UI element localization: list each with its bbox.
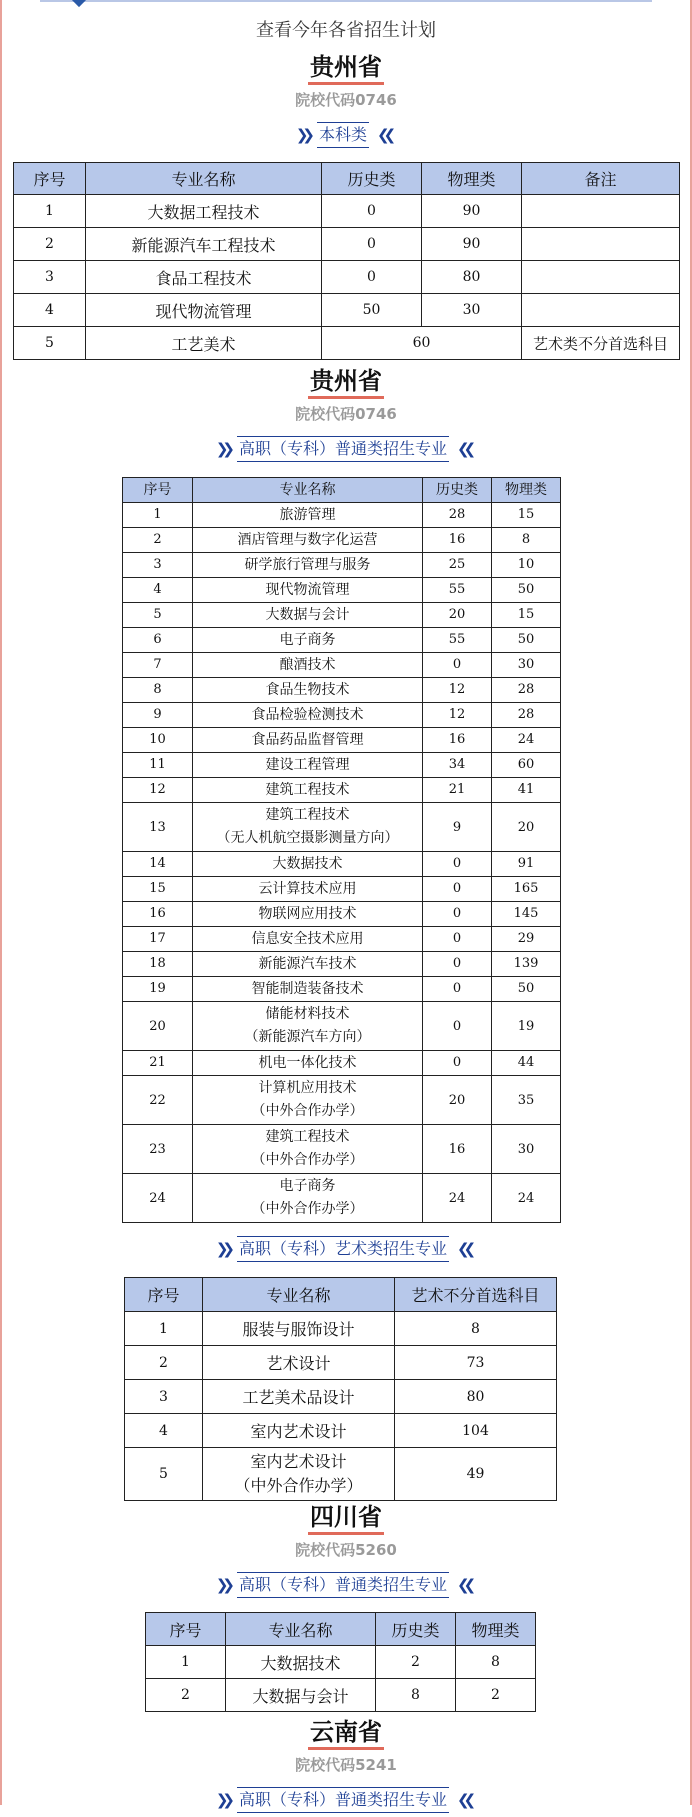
cell: 55 [423, 628, 492, 653]
category-heading [0, 122, 692, 152]
cell: 2 [14, 228, 86, 261]
cell: 60 [492, 753, 561, 778]
province-block-sichuan [0, 1502, 692, 1560]
cell: 90 [422, 228, 522, 261]
cell: 8 [376, 1679, 456, 1712]
cell-line: （中外合作办学） [251, 1201, 364, 1217]
table-row [123, 1051, 561, 1076]
cell: 物联网应用技术 [193, 902, 423, 927]
category-heading [0, 1236, 692, 1266]
header-cell: 专业名称 [193, 478, 423, 503]
cell: 91 [492, 852, 561, 877]
province-title: 贵州省 [308, 366, 384, 399]
cell: 4 [125, 1414, 203, 1448]
chevron-right-icon: ❯❯ [215, 440, 229, 458]
table-row [123, 927, 561, 952]
cell: 0 [423, 977, 492, 1002]
cell: 酿酒技术 [193, 653, 423, 678]
cell: 1 [14, 195, 86, 228]
cell-line: 室内艺术设计 [250, 1452, 347, 1471]
chevron-left-icon: ❮❮ [377, 126, 391, 144]
category-label: 高职（专科）艺术类招生专业 [237, 1236, 449, 1262]
cell: 8 [395, 1312, 557, 1346]
cell: 5 [14, 327, 86, 360]
header-cell: 物理类 [492, 478, 561, 503]
cell: 0 [423, 877, 492, 902]
cell: 41 [492, 778, 561, 803]
table-header-row [123, 478, 561, 503]
table-row [146, 1679, 536, 1712]
cell: 0 [322, 228, 422, 261]
cell: 50 [492, 977, 561, 1002]
province-block-guizhou-1 [0, 52, 692, 110]
cell: 20 [423, 603, 492, 628]
table-header-row [146, 1613, 536, 1646]
table-row [123, 553, 561, 578]
cell: 2 [146, 1679, 226, 1712]
cell: 旅游管理 [193, 503, 423, 528]
chevron-left-icon: ❮❮ [457, 1240, 471, 1258]
table-row [125, 1414, 557, 1448]
cell: 55 [423, 578, 492, 603]
table-row [123, 753, 561, 778]
header-cell: 序号 [14, 163, 86, 195]
vocational-general-table [122, 477, 561, 1223]
cell: 34 [423, 753, 492, 778]
cell: 工艺美术 [86, 327, 322, 360]
cell [193, 1125, 423, 1174]
cell: 30 [422, 294, 522, 327]
table-row [14, 327, 680, 360]
chevron-right-icon: ❯❯ [215, 1576, 229, 1594]
cell: 10 [492, 553, 561, 578]
cell: 12 [423, 678, 492, 703]
cell: 工艺美术品设计 [203, 1380, 395, 1414]
chevron-left-icon: ❮❮ [457, 1791, 471, 1809]
cell: 0 [423, 952, 492, 977]
province-block-guizhou-2 [0, 366, 692, 424]
cell: 28 [423, 503, 492, 528]
cell: 研学旅行管理与服务 [193, 553, 423, 578]
cell: 大数据技术 [226, 1646, 376, 1679]
cell: 3 [123, 553, 193, 578]
cell: 0 [423, 653, 492, 678]
cell: 21 [123, 1051, 193, 1076]
table-row [123, 503, 561, 528]
cell: 大数据技术 [193, 852, 423, 877]
province-title: 贵州省 [308, 52, 384, 85]
cell: 30 [492, 1125, 561, 1174]
cell: 80 [422, 261, 522, 294]
cell: 44 [492, 1051, 561, 1076]
cell: 20 [492, 803, 561, 852]
cell-line: 电子商务 [279, 1178, 336, 1194]
table-row [125, 1448, 557, 1501]
cell: 8 [123, 678, 193, 703]
cell: 30 [492, 653, 561, 678]
cell: 服装与服饰设计 [203, 1312, 395, 1346]
cell: 食品检验检测技术 [193, 703, 423, 728]
cell: 0 [423, 927, 492, 952]
cell: 1 [123, 503, 193, 528]
cell: 4 [123, 578, 193, 603]
cell-line: （中外合作办学） [251, 1103, 364, 1119]
cell: 20 [123, 1002, 193, 1051]
cell: 80 [395, 1380, 557, 1414]
cell-line: 计算机应用技术 [258, 1080, 357, 1096]
cell: 食品工程技术 [86, 261, 322, 294]
table-row [123, 1002, 561, 1051]
cell: 73 [395, 1346, 557, 1380]
cell: 145 [492, 902, 561, 927]
header-cell: 专业名称 [226, 1613, 376, 1646]
table-row [123, 1076, 561, 1125]
header-cell: 艺术不分首选科目 [395, 1278, 557, 1312]
header-cell: 序号 [123, 478, 193, 503]
school-code: 院校代码5241 [295, 1756, 397, 1774]
table-row [123, 578, 561, 603]
chevron-right-icon: ❯❯ [215, 1791, 229, 1809]
cell: 0 [322, 261, 422, 294]
table-row [14, 228, 680, 261]
cell: 60 [322, 327, 522, 360]
cell: 14 [123, 852, 193, 877]
cell: 5 [123, 603, 193, 628]
cell: 3 [125, 1380, 203, 1414]
cell: 104 [395, 1414, 557, 1448]
cell: 9 [423, 803, 492, 852]
cell: 1 [125, 1312, 203, 1346]
cell: 0 [423, 1002, 492, 1051]
cell: 现代物流管理 [193, 578, 423, 603]
chevron-right-icon: ❯❯ [215, 1240, 229, 1258]
cell: 50 [492, 628, 561, 653]
cell: 24 [123, 1174, 193, 1223]
cell: 28 [492, 678, 561, 703]
cell: 23 [123, 1125, 193, 1174]
header-cell: 历史类 [322, 163, 422, 195]
table-row [123, 852, 561, 877]
cell: 新能源汽车工程技术 [86, 228, 322, 261]
header-cell: 专业名称 [203, 1278, 395, 1312]
table-row [123, 653, 561, 678]
cell: 22 [123, 1076, 193, 1125]
header-cell: 备注 [522, 163, 680, 195]
cell: 现代物流管理 [86, 294, 322, 327]
cell: 16 [423, 528, 492, 553]
cell: 15 [123, 877, 193, 902]
cell: 90 [422, 195, 522, 228]
cell: 35 [492, 1076, 561, 1125]
table-row [123, 603, 561, 628]
cell: 8 [492, 528, 561, 553]
cell-line: （中外合作办学） [234, 1476, 363, 1495]
header-cell: 历史类 [423, 478, 492, 503]
cell: 21 [423, 778, 492, 803]
cell: 电子商务 [193, 628, 423, 653]
cell: 3 [14, 261, 86, 294]
cell: 室内艺术设计 [203, 1414, 395, 1448]
cell: 大数据工程技术 [86, 195, 322, 228]
category-label: 高职（专科）普通类招生专业 [237, 1572, 449, 1598]
cell: 19 [123, 977, 193, 1002]
cell: 信息安全技术应用 [193, 927, 423, 952]
table-row [123, 703, 561, 728]
vocational-art-table [124, 1277, 557, 1501]
cell: 165 [492, 877, 561, 902]
cell-line: （中外合作办学） [251, 1152, 364, 1168]
province-block-yunnan [0, 1717, 692, 1775]
cell: 5 [125, 1448, 203, 1501]
cell: 大数据与会计 [226, 1679, 376, 1712]
header-cell: 历史类 [376, 1613, 456, 1646]
cell: 24 [492, 728, 561, 753]
cell: 4 [14, 294, 86, 327]
cell: 7 [123, 653, 193, 678]
header-cell: 物理类 [422, 163, 522, 195]
cell: 20 [423, 1076, 492, 1125]
cell-line: 建筑工程技术 [265, 1129, 350, 1145]
cell: 2 [376, 1646, 456, 1679]
table-header-row [14, 163, 680, 195]
table-row [14, 294, 680, 327]
cell: 15 [492, 603, 561, 628]
cell: 2 [125, 1346, 203, 1380]
cell: 0 [322, 195, 422, 228]
cell: 16 [423, 1125, 492, 1174]
table-row [123, 678, 561, 703]
cell-line: 储能材料技术 [265, 1006, 350, 1022]
cell: 28 [492, 703, 561, 728]
cell: 16 [123, 902, 193, 927]
category-label: 高职（专科）普通类招生专业 [237, 1787, 449, 1813]
top-decoration [40, 0, 652, 2]
cell: 食品药品监督管理 [193, 728, 423, 753]
chevron-left-icon: ❮❮ [457, 440, 471, 458]
cell: 15 [492, 503, 561, 528]
category-label: 高职（专科）普通类招生专业 [237, 436, 449, 462]
cell-line: 建筑工程技术 [265, 807, 350, 823]
header-cell: 专业名称 [86, 163, 322, 195]
table-row [125, 1346, 557, 1380]
school-code: 院校代码5260 [295, 1541, 397, 1559]
cell [193, 1076, 423, 1125]
cell: 17 [123, 927, 193, 952]
table-row [14, 195, 680, 228]
table-row [146, 1646, 536, 1679]
table-row [123, 977, 561, 1002]
cell: 0 [423, 902, 492, 927]
cell: 16 [423, 728, 492, 753]
table-row [123, 1174, 561, 1223]
table-row [14, 261, 680, 294]
cell: 酒店管理与数字化运营 [193, 528, 423, 553]
table-row [123, 628, 561, 653]
cell: 0 [423, 1051, 492, 1076]
table-row [125, 1312, 557, 1346]
header-cell: 序号 [125, 1278, 203, 1312]
cell: 24 [492, 1174, 561, 1223]
cell [522, 228, 680, 261]
header-cell: 序号 [146, 1613, 226, 1646]
cell [522, 195, 680, 228]
province-title: 云南省 [308, 1717, 384, 1750]
table-row [123, 952, 561, 977]
table-row [125, 1380, 557, 1414]
chevron-right-icon: ❯❯ [295, 126, 309, 144]
cell [522, 261, 680, 294]
cell: 智能制造装备技术 [193, 977, 423, 1002]
cell: 建筑工程技术 [193, 778, 423, 803]
category-label: 本科类 [317, 122, 369, 148]
category-heading [0, 1787, 692, 1817]
table-row [123, 803, 561, 852]
cell: 25 [423, 553, 492, 578]
table-row [123, 728, 561, 753]
cell: 10 [123, 728, 193, 753]
cell: 2 [123, 528, 193, 553]
header-cell: 物理类 [456, 1613, 536, 1646]
undergrad-table [13, 162, 680, 360]
cell [193, 803, 423, 852]
cell: 139 [492, 952, 561, 977]
cell: 食品生物技术 [193, 678, 423, 703]
cell: 12 [123, 778, 193, 803]
cell [522, 294, 680, 327]
school-code: 院校代码0746 [295, 405, 397, 423]
cell: 29 [492, 927, 561, 952]
category-heading [0, 436, 692, 466]
school-code: 院校代码0746 [295, 91, 397, 109]
table-row [123, 528, 561, 553]
cell: 建设工程管理 [193, 753, 423, 778]
cell: 1 [146, 1646, 226, 1679]
cell: 艺术设计 [203, 1346, 395, 1380]
cell [193, 1002, 423, 1051]
table-row [123, 902, 561, 927]
cell: 艺术类不分首选科目 [522, 327, 680, 360]
cell: 新能源汽车技术 [193, 952, 423, 977]
cell: 大数据与会计 [193, 603, 423, 628]
cell: 50 [492, 578, 561, 603]
table-row [123, 1125, 561, 1174]
cell-line: （无人机航空摄影测量方向） [216, 830, 399, 846]
cell-line: （新能源汽车方向） [244, 1029, 371, 1045]
cell: 6 [123, 628, 193, 653]
cell: 11 [123, 753, 193, 778]
cell: 24 [423, 1174, 492, 1223]
cell: 9 [123, 703, 193, 728]
page-subtitle: 查看今年各省招生计划 [256, 20, 436, 41]
cell: 50 [322, 294, 422, 327]
cell: 云计算技术应用 [193, 877, 423, 902]
cell [193, 1174, 423, 1223]
cell: 18 [123, 952, 193, 977]
province-title: 四川省 [308, 1502, 384, 1535]
cell: 机电一体化技术 [193, 1051, 423, 1076]
category-heading [0, 1572, 692, 1602]
cell: 49 [395, 1448, 557, 1501]
cell [203, 1448, 395, 1501]
cell: 12 [423, 703, 492, 728]
cell: 0 [423, 852, 492, 877]
cell: 13 [123, 803, 193, 852]
table-row [123, 877, 561, 902]
cell: 2 [456, 1679, 536, 1712]
table-header-row [125, 1278, 557, 1312]
cell: 8 [456, 1646, 536, 1679]
chevron-left-icon: ❮❮ [457, 1576, 471, 1594]
table-row [123, 778, 561, 803]
sichuan-table [145, 1612, 536, 1712]
cell: 19 [492, 1002, 561, 1051]
